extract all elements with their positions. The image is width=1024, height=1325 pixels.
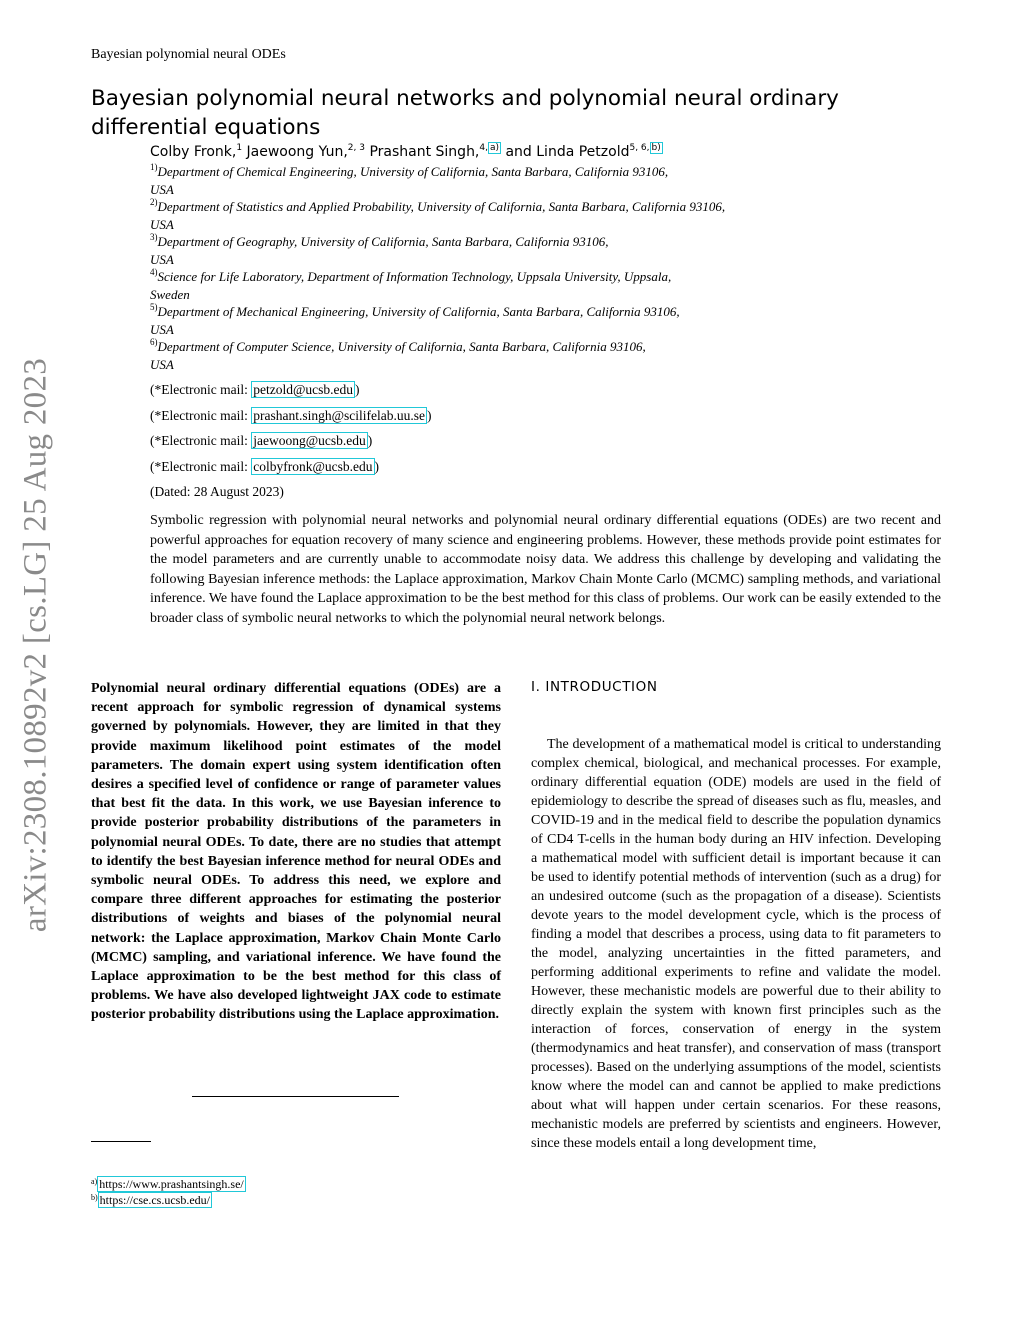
date-line: (Dated: 28 August 2023): [150, 484, 284, 499]
author-affiliation-mark: 1: [236, 143, 243, 153]
affiliation-text: Department of Geography, University of California, Santa Barbara, California 93106,: [157, 234, 609, 249]
affiliation-text: Science for Life Laboratory, Department of Information Technology, Uppsala University, Uppsala,: [157, 269, 672, 284]
affiliation-number: 4): [150, 267, 158, 277]
affiliation-number: 1): [150, 162, 158, 172]
email-line: [150, 406, 432, 432]
affiliation-text: Department of Mechanical Engineering, University of California, Santa Barbara, California 93106,: [157, 304, 680, 319]
email-link[interactable]: colbyfronk@ucsb.edu: [253, 459, 373, 475]
email-prefix: (*Electronic mail:: [150, 433, 252, 449]
affiliation-country: USA: [150, 251, 174, 267]
author-affiliation-mark: 2, 3: [347, 143, 365, 153]
author-affiliation-mark: 4,: [479, 143, 488, 153]
section-divider: [192, 1096, 399, 1097]
affiliation-country: USA: [150, 321, 174, 337]
email-list: [150, 380, 432, 483]
footnote-mark: a): [91, 1177, 98, 1186]
affiliation-country: USA: [150, 356, 174, 372]
author-affiliation-mark: 5, 6,: [629, 143, 650, 153]
affiliation: [150, 233, 850, 268]
introduction-paragraph: The development of a mathematical model is critical to understanding complex chemical, biological, and mechanical processes. For example, ordinary differential equation (ODE) models are used in the field of epidemiology to describe the spread of diseases such as flu, measles, and COVID-19 and in the medical field to describe the population dynamics of CD4 T-cells in the human body during an HIV infection. Developing a mathematical model with sufficient detail is important because it can be used to identify potential methods of intervention (such as a drug) for an undesired outcome (such as the propagation of a disease). Scientists devote years to the model development cycle, which is the process of finding a model that describes a process, using data to fit parameters to the model, analyzing uncertainties in the fitted parameters, and performing additional experiments to refine and validate the model. However, these mechanistic models are powerful due to their ability to directly explain the system with known first principles such as the interaction of forces, conservation of energy in the system (thermodynamics and heat transfer), and conservation of mass (transport processes). Based on the underlying assumptions of the model, scientists know where the model can and cannot be applied to make predictions about what will happen under certain scenarios. For these reasons, mechanistic models are preferred by scientists and engineers. However, since these models entail a long development time,: [531, 737, 941, 1151]
email-suffix: ): [374, 459, 379, 475]
affiliation-country: USA: [150, 181, 174, 197]
affiliation-country: USA: [150, 216, 174, 232]
affiliation-number: 5): [150, 302, 158, 312]
footnote-url-link[interactable]: https://www.prashantsingh.se/: [99, 1177, 244, 1191]
affiliation-number: 3): [150, 232, 158, 242]
email-prefix: (*Electronic mail:: [150, 382, 252, 397]
footnote: [91, 1176, 246, 1192]
affiliation: [150, 338, 850, 373]
footnote-link-b[interactable]: b): [651, 143, 661, 153]
email-line: [150, 457, 432, 483]
affiliation-text: Department of Computer Science, University of California, Santa Barbara, California 93106,: [157, 339, 646, 354]
footnote-url-link[interactable]: https://cse.cs.ucsb.edu/: [99, 1193, 210, 1207]
footnote-mark: b): [91, 1193, 98, 1202]
paper-title: Bayesian polynomial neural networks and polynomial neural ordinary differential equations: [91, 86, 839, 140]
affiliation: [150, 163, 850, 198]
email-prefix: (*Electronic mail:: [150, 459, 252, 475]
footnote-divider: [91, 1141, 151, 1142]
arxiv-side-stamp: [0, 345, 72, 945]
author-list: [150, 144, 663, 160]
email-suffix: ): [427, 407, 432, 423]
email-link[interactable]: petzold@ucsb.edu: [253, 382, 353, 397]
footnote: [91, 1192, 246, 1208]
author-name: Prashant Singh,: [369, 144, 480, 160]
affiliation-country: Sweden: [150, 286, 190, 302]
author-name: and Linda Petzold: [505, 144, 630, 160]
abstract: Symbolic regression with polynomial neural networks and polynomial neural ordinary differential equations (ODEs) are two recent and powerful approaches for equation recovery of many science and engineering problems. However, these methods provide point estimates for the model parameters and are currently unable to accommodate noisy data. We address this challenge by developing and validating the following Bayesian inference methods: the Laplace approximation, Markov Chain Monte Carlo (MCMC) sampling methods, and variational inference. We have found the Laplace approximation to be the best method for this class of problems. Our work can be easily extended to the broader class of symbolic neural networks to which the polynomial neural network belongs.: [150, 513, 941, 626]
email-link[interactable]: jaewoong@ucsb.edu: [253, 433, 366, 449]
lead-paragraph: Polynomial neural ordinary differential equations (ODEs) are a recent approach for symbolic regression of dynamical systems governed by polynomials. However, they are limited in that they provide maximum likelihood point estimates of the model parameters. The domain expert using system identification often desires a specified level of confidence or range of parameter values that best fit the data. In this work, we use Bayesian inference to provide posterior probability distributions of the parameters in polynomial neural ODEs. To date, there are no studies that attempt to identify the best Bayesian inference method for neural ODEs and symbolic neural ODEs. To address this need, we explore and compare three different approaches for estimating the posterior distributions of weights and biases of the polynomial neural network: the Laplace approximation, Markov Chain Monte Carlo (MCMC) sampling, and variational inference. We have found the Laplace approximation to be the best method for this class of problems. We have also developed lightweight JAX code to estimate posterior probability distributions using the Laplace approximation.: [91, 681, 501, 1023]
affiliation-text: Department of Chemical Engineering, University of California, Santa Barbara, California 93106,: [157, 164, 669, 179]
author-name: Colby Fronk,: [150, 144, 237, 160]
email-prefix: (*Electronic mail:: [150, 407, 252, 423]
section-heading: I. INTRODUCTION: [531, 679, 658, 695]
affiliation: [150, 268, 850, 303]
arxiv-identifier: arXiv:2308.10892v2 [cs.LG] 25 Aug 2023: [17, 357, 54, 933]
email-link[interactable]: prashant.singh@scilifelab.uu.se: [253, 407, 425, 423]
affiliation-number: 2): [150, 197, 158, 207]
email-suffix: ): [355, 382, 360, 397]
author-name: Jaewoong Yun,: [246, 144, 348, 160]
affiliation-number: 6): [150, 337, 158, 347]
email-line: [150, 431, 432, 457]
email-suffix: ): [367, 433, 373, 449]
email-line: [150, 380, 432, 406]
footnote-link-a[interactable]: a): [489, 143, 500, 153]
running-head: Bayesian polynomial neural ODEs: [91, 47, 286, 62]
affiliation: [150, 198, 850, 233]
footnote-list: [91, 1176, 246, 1208]
affiliation-text: Department of Statistics and Applied Probability, University of California, Santa Barbara, California 93106,: [157, 199, 726, 214]
affiliation: [150, 303, 850, 338]
affiliation-list: [150, 163, 850, 373]
